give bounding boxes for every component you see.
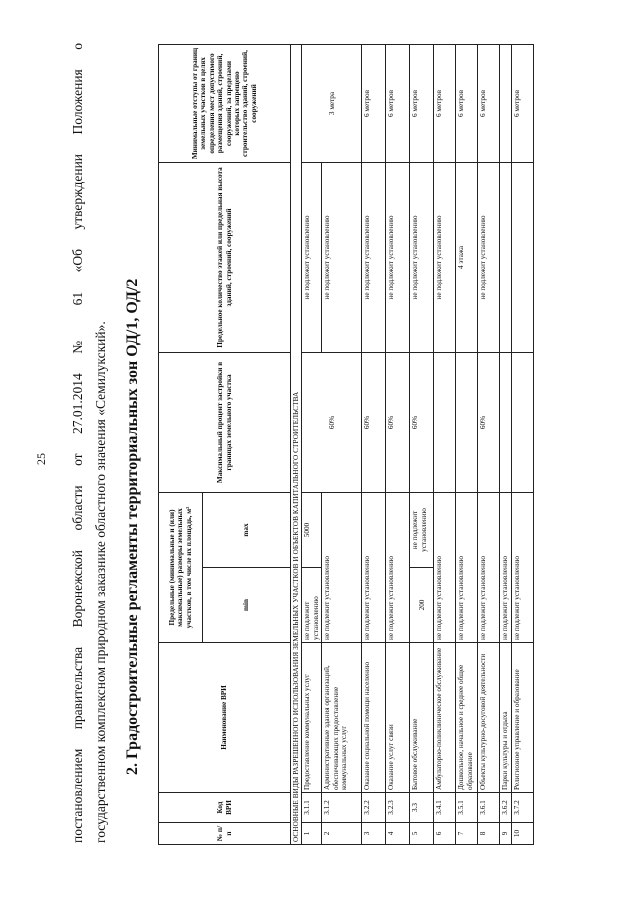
cell-name: Амбулаторно-поликлиническое обслуживание xyxy=(434,643,456,793)
cell-setback: 6 метров xyxy=(456,44,478,162)
cell-num: 5 xyxy=(410,823,434,845)
cell-code: 3.2.3 xyxy=(386,793,410,823)
header-name: Наименование ВРИ xyxy=(159,643,291,793)
table-row xyxy=(302,44,322,844)
cell-num: 3 xyxy=(362,823,386,845)
table-row xyxy=(500,44,512,844)
intro-line-1: постановлением правительства Воронежской области от 27.01.2014 № 61 «Об утверждении Положения о xyxy=(70,43,85,843)
cell-size-merged: не подлежит установлению xyxy=(500,492,512,642)
cell-percent xyxy=(500,352,512,492)
cell-size-merged: не подлежит установлению xyxy=(434,492,456,642)
table-row xyxy=(478,44,500,844)
cell-setback: 6 метров xyxy=(386,44,410,162)
cell-floors: не подлежит установлению xyxy=(410,162,434,352)
section-row: ОСНОВНЫЕ ВИДЫ РАЗРЕШЕННОГО ИСПОЛЬЗОВАНИЯ ЗЕМЕЛЬНЫХ УЧАСТКОВ И ОБЪЕКТОВ КАПИТАЛЬНОГО СТРОИТЕЛЬСТВА xyxy=(291,44,302,844)
header-min: min xyxy=(203,568,291,643)
cell-code: 3.7.2 xyxy=(512,793,534,823)
cell-num: 9 xyxy=(500,823,512,845)
cell-size-merged: не подлежит установлению xyxy=(512,492,534,642)
cell-floors xyxy=(512,162,534,352)
cell-name: Оказание услуг связи xyxy=(386,643,410,793)
cell-percent xyxy=(434,352,456,492)
cell-setback: 6 метров xyxy=(512,44,534,162)
cell-size-merged: не подлежит установлению xyxy=(456,492,478,642)
cell-setback: 6 метров xyxy=(434,44,456,162)
header-max-percent: Максимальный процент застройки в границах земельного участка xyxy=(159,352,291,492)
cell-percent: 60% xyxy=(478,352,500,492)
cell-floors: не подлежит установлению xyxy=(302,162,322,352)
cell-min: не подлежит установлению xyxy=(302,568,322,643)
cell-floors: 4 этажа xyxy=(456,162,478,352)
cell-num: 1 xyxy=(302,823,322,845)
table-row xyxy=(434,44,456,844)
table-row xyxy=(362,44,386,844)
cell-name: Дошкольное, начальное и среднее общее образование xyxy=(456,643,478,793)
cell-setback: 3 метра xyxy=(302,44,362,162)
cell-num: 7 xyxy=(456,823,478,845)
cell-max: 5000 xyxy=(302,492,322,567)
cell-size-merged: не подлежит установлению xyxy=(322,492,362,642)
cell-name: Объекты культурно-досуговой деятельности xyxy=(478,643,500,793)
cell-code: 3.1.1 xyxy=(302,793,322,823)
cell-name: Предоставление коммунальных услуг xyxy=(302,643,322,793)
cell-name: Административные здания организаций, обеспечивающих предоставление коммунальных услуг xyxy=(322,643,362,793)
cell-code: 3.4.1 xyxy=(434,793,456,823)
cell-num: 6 xyxy=(434,823,456,845)
cell-size-merged: не подлежит установлению xyxy=(386,492,410,642)
cell-setback: 6 метров xyxy=(410,44,434,162)
header-max: max xyxy=(203,492,291,567)
cell-name: Бытовое обслуживание xyxy=(410,643,434,793)
table-row xyxy=(512,44,534,844)
cell-num: 10 xyxy=(512,823,534,845)
header-size-group: Предельные (минимальные и (или) максимальные) размеры земельных участков, в том числе их площадь, м² xyxy=(159,492,203,642)
cell-name: Религиозное управление и образование xyxy=(512,643,534,793)
cell-floors: не подлежит установлению xyxy=(386,162,410,352)
cell-code: 3.5.1 xyxy=(456,793,478,823)
cell-code: 3.1.2 xyxy=(322,793,362,823)
cell-percent xyxy=(512,352,534,492)
cell-max: не подлежит установлению xyxy=(410,492,434,567)
cell-setback xyxy=(500,44,512,162)
cell-code: 3.3 xyxy=(410,793,434,823)
table-row xyxy=(386,44,410,844)
cell-percent: 60% xyxy=(302,352,362,492)
cell-code: 3.2.2 xyxy=(362,793,386,823)
cell-floors: не подлежит установлению xyxy=(434,162,456,352)
cell-floors: не подлежит установлению xyxy=(478,162,500,352)
cell-percent xyxy=(456,352,478,492)
cell-percent: 60% xyxy=(362,352,386,492)
intro-line-2: государственном комплексном природном заказнике областного значения «Семилукский». xyxy=(93,321,108,843)
cell-num: 2 xyxy=(322,823,362,845)
cell-size-merged: не подлежит установлению xyxy=(362,492,386,642)
cell-min: 200 xyxy=(410,568,434,643)
intro-paragraph xyxy=(66,43,112,843)
header-setbacks: Минимальные отступы от границ земельных участков в целях определения мест допустимого размещения зданий, строений, сооружений, за пределами которых запрещено строительство зданий, строений, сооружений xyxy=(159,44,291,162)
cell-num: 8 xyxy=(478,823,500,845)
cell-setback: 6 метров xyxy=(478,44,500,162)
cell-percent: 60% xyxy=(410,352,434,492)
page-number: 25 xyxy=(34,453,48,465)
cell-size-merged: не подлежит установлению xyxy=(478,492,500,642)
header-num: № п/п xyxy=(159,823,291,845)
table-row xyxy=(410,44,434,844)
table-row xyxy=(456,44,478,844)
cell-setback: 6 метров xyxy=(362,44,386,162)
cell-name: Парки культуры и отдыха xyxy=(500,643,512,793)
header-floors: Предельное количество этажей или предельная высота зданий, строений, сооружений xyxy=(159,162,291,352)
cell-code: 3.6.2 xyxy=(500,793,512,823)
cell-floors: не подлежит установлению xyxy=(322,162,362,352)
section-heading: 2. Градостроительные регламенты территориальных зон ОД/1, ОД/2 xyxy=(124,278,141,775)
cell-floors: не подлежит установлению xyxy=(362,162,386,352)
cell-code: 3.6.1 xyxy=(478,793,500,823)
cell-floors xyxy=(500,162,512,352)
regulations-table xyxy=(158,44,534,845)
cell-name: Оказание социальной помощи населению xyxy=(362,643,386,793)
header-code: Код ВРИ xyxy=(159,793,291,823)
cell-percent: 60% xyxy=(386,352,410,492)
cell-num: 4 xyxy=(386,823,410,845)
